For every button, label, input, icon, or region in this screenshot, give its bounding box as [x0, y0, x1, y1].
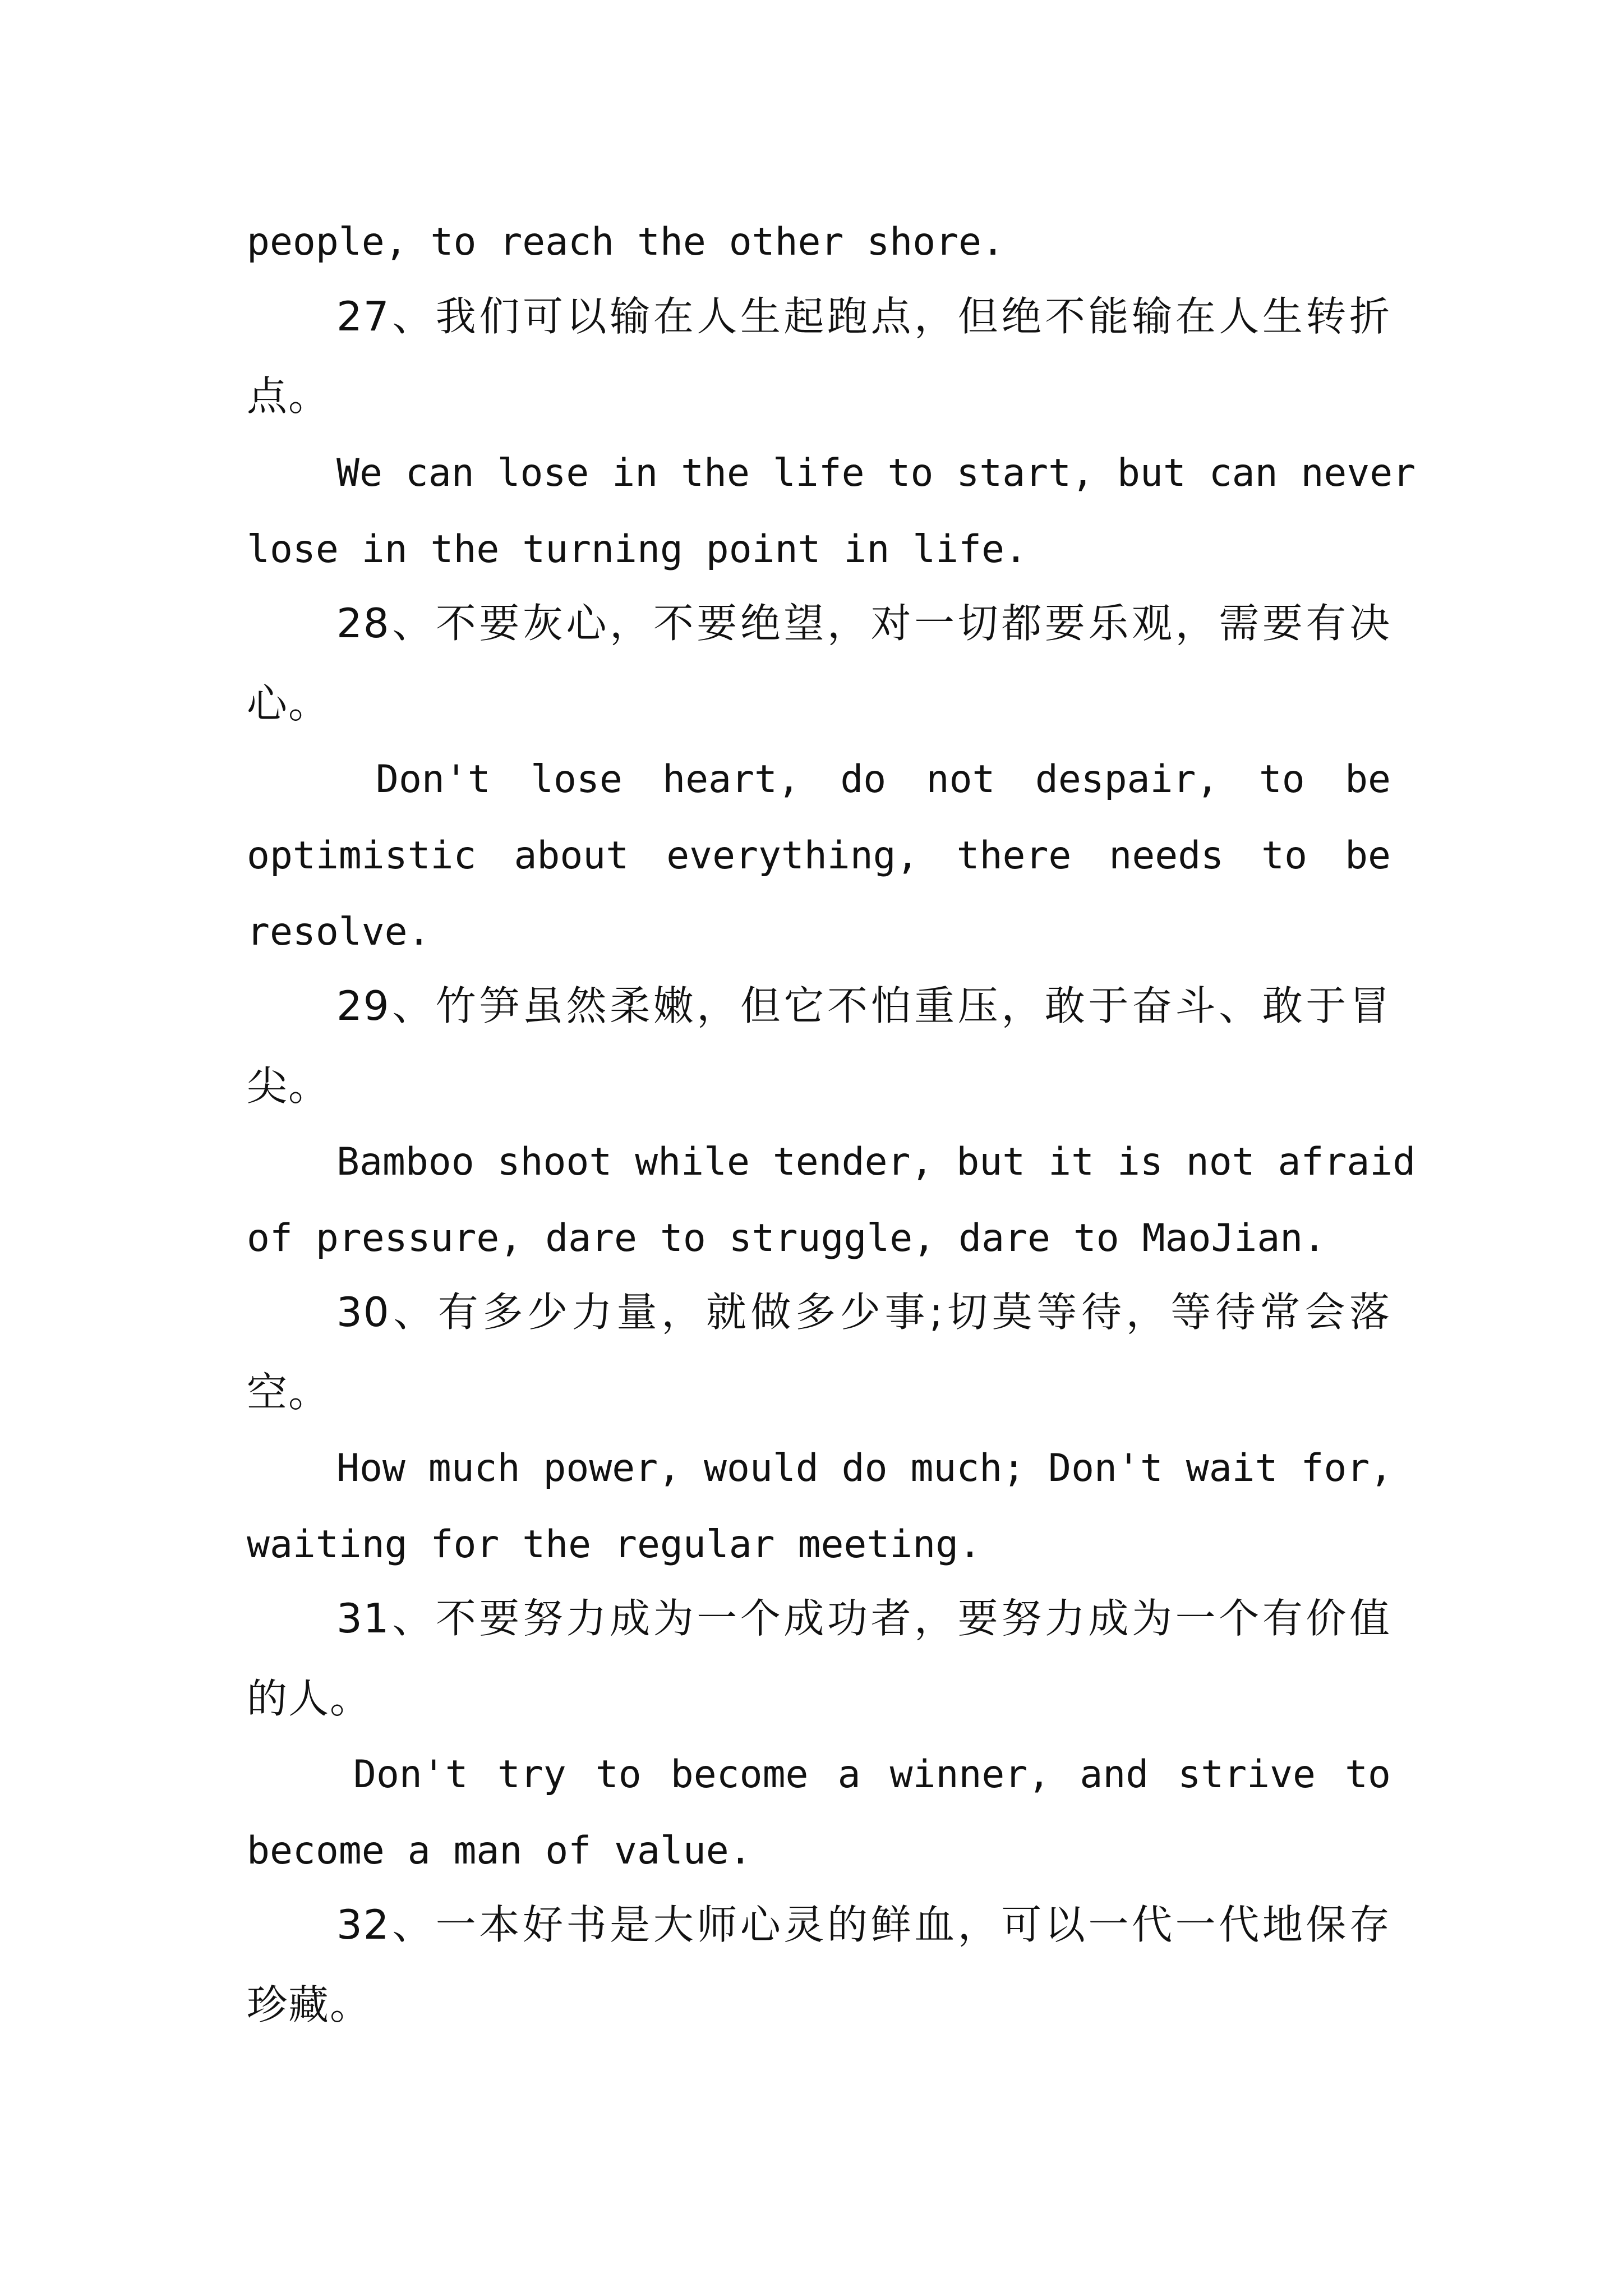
quote-28-english-end: resolve. [247, 910, 431, 954]
quote-28-english: Don't lose heart, do not despair, to be [376, 757, 1391, 802]
quote-31-chinese-continued: 的人。 [247, 1675, 372, 1722]
quote-27-chinese: 27、我们可以输在人生起跑点，但绝不能输在人生转折 [336, 293, 1391, 340]
quote-28-chinese-continued: 心。 [247, 680, 330, 727]
quote-28-english-continued: optimistic about everything, there needs to be [247, 834, 1391, 878]
quote-31-english-continued: become a man of value. [247, 1829, 752, 1873]
quote-29-english-continued: of pressure, dare to struggle, dare to MaoJian. [247, 1216, 1326, 1260]
text-line: people, to reach the other shore. [247, 220, 1005, 264]
quote-28-chinese: 28、不要灰心，不要绝望，对一切都要乐观，需要有决 [336, 600, 1391, 647]
quote-31-english: Don't try to become a winner, and strive to [353, 1752, 1391, 1797]
quote-30-chinese: 30、有多少力量，就做多少事;切莫等待，等待常会落 [336, 1289, 1391, 1336]
quote-29-chinese-continued: 尖。 [247, 1062, 330, 1110]
quote-29-english: Bamboo shoot while tender, but it is not afraid [336, 1140, 1416, 1184]
quote-29-chinese: 29、竹笋虽然柔嫩，但它不怕重压，敢于奋斗、敢于冒 [336, 982, 1391, 1029]
quote-30-english: How much power, would do much; Don't wait for, [336, 1446, 1393, 1490]
quote-32-chinese-continued: 珍藏。 [247, 1981, 372, 2028]
quote-31-chinese: 31、不要努力成为一个成功者，要努力成为一个有价值 [336, 1595, 1391, 1642]
quote-27-chinese-continued: 点。 [247, 372, 330, 420]
quote-27-english-continued: lose in the turning point in life. [247, 527, 1027, 572]
quote-30-chinese-continued: 空。 [247, 1369, 330, 1416]
quote-32-chinese: 32、一本好书是大师心灵的鲜血，可以一代一代地保存 [336, 1901, 1391, 1948]
quote-30-english-continued: waiting for the regular meeting. [247, 1522, 982, 1567]
quote-27-english: We can lose in the life to start, but can never [336, 451, 1416, 495]
